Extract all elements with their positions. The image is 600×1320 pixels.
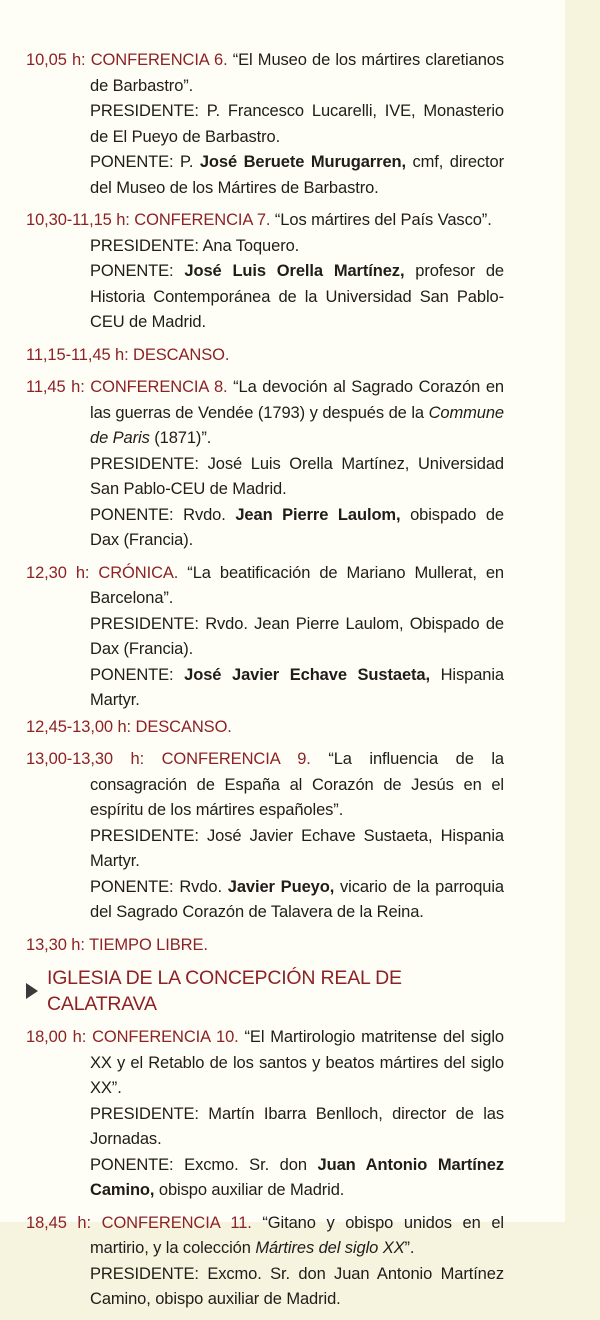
schedule-entry bbox=[26, 1025, 504, 1204]
entry-presidente: PRESIDENTE: José Luis Orella Martínez, Universidad San Pablo-CEU de Madrid. bbox=[90, 454, 504, 498]
entry-heading: 18,45 h: CONFERENCIA 11. “Gitano y obispo unidos en el martirio, y la colección Mártires del siglo XX”. bbox=[26, 1213, 504, 1257]
entry-title: “El Museo de los mártires claretianos de Barbastro”. bbox=[90, 51, 504, 95]
entry-time: 10,05 h: CONFERENCIA 6. bbox=[26, 51, 228, 69]
ponente-name: José Beruete Murugarren, bbox=[199, 153, 406, 171]
entry-presidente: PRESIDENTE: Martín Ibarra Benlloch, director de las Jornadas. bbox=[90, 1104, 504, 1148]
entry-heading: 11,45 h: CONFERENCIA 8. “La devoción al Sagrado Corazón en las guerras de Vendée (1793) y después de la Commune de Paris (1871)”. bbox=[26, 378, 504, 447]
entry-heading bbox=[26, 1025, 504, 1102]
schedule-entry bbox=[26, 747, 504, 926]
entry-time: 11,45 h: CONFERENCIA 8. bbox=[26, 378, 228, 396]
entry-presidente: PRESIDENTE: Excmo. Sr. don Juan Antonio Martínez Camino, obispo auxiliar de Madrid. bbox=[90, 1264, 504, 1308]
entry-heading bbox=[26, 747, 504, 824]
ponente-name: José Luis Orella Martínez, bbox=[184, 262, 405, 280]
entry-ponente: PONENTE: P. José Beruete Murugarren, cmf, director del Museo de los Mártires de Barbastro. bbox=[90, 153, 504, 197]
entry-ponente: PONENTE: José Luis Orella Martínez, profesor de Historia Contemporánea de la Universidad San Pablo-CEU de Madrid. bbox=[90, 262, 505, 331]
schedule-entry bbox=[26, 48, 504, 201]
entry-time: 10,30-11,15 h: CONFERENCIA 7. bbox=[26, 211, 271, 229]
entry-time: 12,30 h: CRÓNICA. bbox=[26, 563, 179, 582]
entry-time: 13,00-13,30 h: CONFERENCIA 9. bbox=[26, 750, 311, 768]
entry-time: 11,15-11,45 h: DESCANSO. bbox=[26, 345, 230, 364]
entry-title: “Los mártires del País Vasco”. bbox=[270, 211, 492, 229]
ponente-name: Juan Antonio Martínez Camino, bbox=[90, 1155, 504, 1199]
entry-presidente: PRESIDENTE: Ana Toquero. bbox=[90, 236, 300, 255]
entry-ponente: PONENTE: Rvdo. Jean Pierre Laulom, obispado de Dax (Francia). bbox=[90, 505, 504, 549]
entry-ponente: PONENTE: José Javier Echave Sustaeta, Hispania Martyr. bbox=[90, 665, 505, 709]
entry-title: “La influencia de la consagración de España al Corazón de Jesús en el espíritu de los mártires españoles”. bbox=[90, 750, 504, 819]
triangle-right-icon bbox=[26, 983, 38, 999]
schedule-entry bbox=[26, 208, 504, 336]
program-schedule bbox=[26, 48, 504, 1320]
schedule-entry bbox=[26, 561, 504, 714]
entry-heading bbox=[26, 208, 504, 234]
ponente-name: Javier Pueyo, bbox=[227, 877, 335, 896]
entry-title: “El Martirologio matritense del siglo XX y el Retablo de los santos y beatos mártires del siglo XX”. bbox=[90, 1028, 504, 1097]
ponente-name: Jean Pierre Laulom, bbox=[235, 505, 401, 524]
entry-ponente: PONENTE: Rvdo. Javier Pueyo, vicario de la parroquia del Sagrado Corazón de Talavera de la Reina. bbox=[90, 877, 504, 921]
entry-title-italic: Commune de Paris bbox=[90, 403, 504, 447]
entry-heading bbox=[26, 561, 504, 612]
entry-title: “La beatificación de Mariano Mullerat, en Barcelona”. bbox=[90, 563, 504, 607]
entry-presidente: PRESIDENTE: José Javier Echave Sustaeta, Hispania Martyr. bbox=[90, 826, 504, 870]
entry-time: 18,00 h: CONFERENCIA 10. bbox=[26, 1028, 239, 1046]
section-heading bbox=[26, 965, 504, 1017]
entry-presidente: PRESIDENTE: Rvdo. Jean Pierre Laulom, Obispado de Dax (Francia). bbox=[90, 614, 504, 658]
entry-presidente: PRESIDENTE: P. Francesco Lucarelli, IVE, Monasterio de El Pueyo de Barbastro. bbox=[90, 102, 504, 146]
schedule-entry bbox=[26, 715, 504, 741]
page-edge-strip bbox=[565, 0, 600, 1222]
schedule-entry bbox=[26, 343, 504, 369]
ponente-name: José Javier Echave Sustaeta, bbox=[184, 665, 430, 684]
schedule-entry bbox=[26, 375, 504, 554]
schedule-entry bbox=[26, 933, 504, 959]
entry-time: 12,45-13,00 h: DESCANSO. bbox=[26, 717, 232, 736]
entry-time: 18,45 h: CONFERENCIA 11. bbox=[26, 1213, 252, 1232]
schedule-entry bbox=[26, 1211, 504, 1313]
entry-heading bbox=[26, 48, 504, 99]
entry-time: 13,30 h: TIEMPO LIBRE. bbox=[26, 935, 208, 954]
section-title: IGLESIA DE LA CONCEPCIÓN REAL DE CALATRAVA bbox=[47, 967, 402, 1015]
entry-ponente: PONENTE: Excmo. Sr. don Juan Antonio Martínez Camino, obispo auxiliar de Madrid. bbox=[90, 1155, 504, 1199]
entry-title-italic: Mártires del siglo XX bbox=[255, 1239, 405, 1257]
